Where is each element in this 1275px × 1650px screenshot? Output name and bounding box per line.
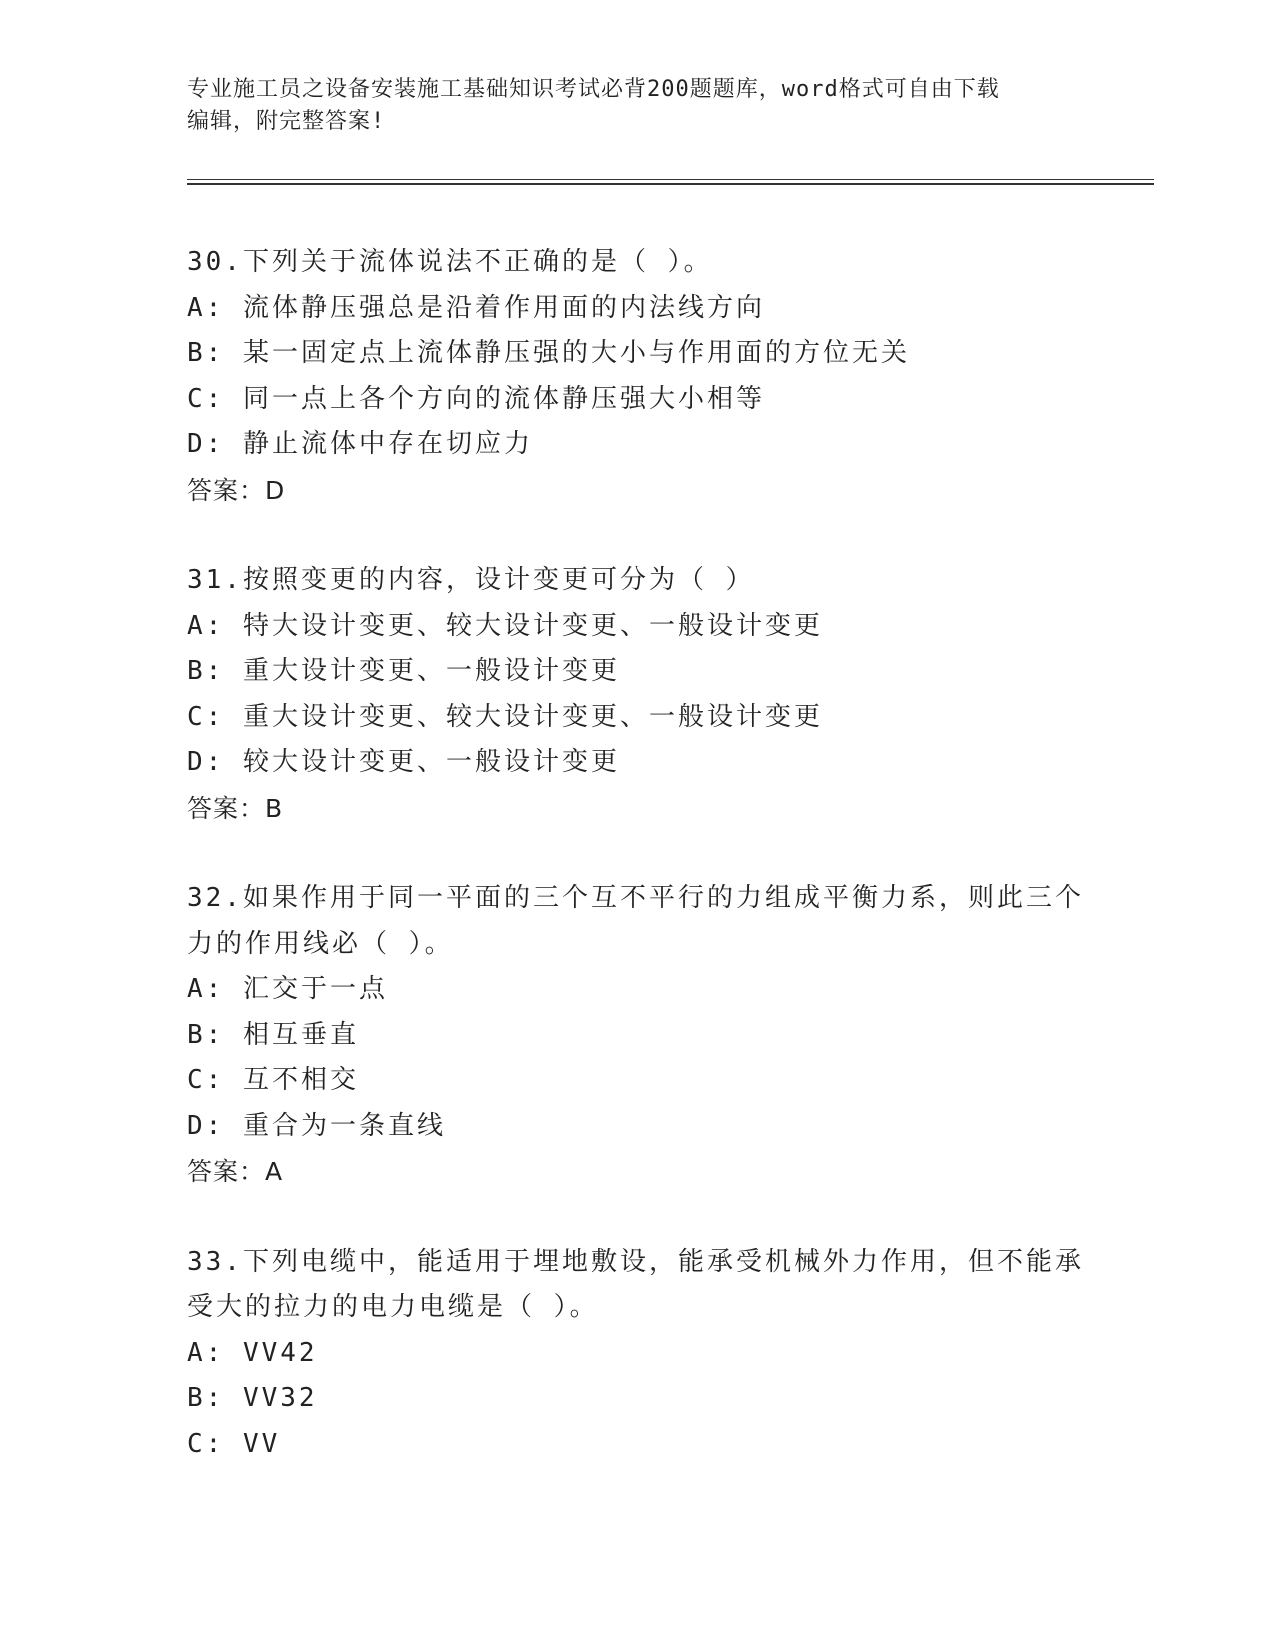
option-b: B: VV32 <box>187 1383 318 1413</box>
option-a: A: VV42 <box>187 1337 318 1368</box>
question-stem-line-2: 受大的拉力的电力电缆是（ ）。 <box>187 1292 599 1322</box>
question-stem-line-1: 32.如果作用于同一平面的三个互不平行的力组成平衡力系，则此三个 <box>187 883 1084 913</box>
option-c: C: 同一点上各个方向的流体静压强大小相等 <box>187 383 765 414</box>
option-c: C: 互不相交 <box>187 1065 359 1095</box>
option-d: D: 静止流体中存在切应力 <box>187 429 533 459</box>
question-31 <box>187 558 1087 831</box>
header-line-1: 专业施工员之设备安装施工基础知识考试必背200题题库，word格式可自由下载 <box>187 77 1000 102</box>
header-divider-thick <box>187 183 1154 185</box>
header-line-2: 编辑，附完整答案! <box>187 109 386 134</box>
question-32 <box>187 876 1087 1195</box>
option-a: A: 汇交于一点 <box>187 974 388 1004</box>
question-30 <box>187 240 1087 513</box>
answer-label: 答案：B <box>187 793 284 823</box>
document-header <box>187 74 1067 138</box>
question-stem: 30.下列关于流体说法不正确的是（ ）。 <box>187 247 713 277</box>
header-divider-thin <box>187 179 1154 180</box>
question-stem: 31.按照变更的内容，设计变更可分为（ ） <box>187 565 755 595</box>
option-b: B: 相互垂直 <box>187 1019 359 1050</box>
option-a: A: 特大设计变更、较大设计变更、一般设计变更 <box>187 610 823 641</box>
option-b: B: 某一固定点上流体静压强的大小与作用面的方位无关 <box>187 338 910 368</box>
option-c: C: VV <box>187 1428 281 1459</box>
question-list <box>187 240 1087 1512</box>
question-33 <box>187 1240 1087 1468</box>
option-d: D: 较大设计变更、一般设计变更 <box>187 747 620 777</box>
question-stem-line-1: 33.下列电缆中，能适用于埋地敷设，能承受机械外力作用，但不能承 <box>187 1246 1084 1277</box>
option-b: B: 重大设计变更、一般设计变更 <box>187 656 620 686</box>
question-stem-line-2: 力的作用线必（ ）。 <box>187 928 454 959</box>
answer-label: 答案：D <box>187 475 286 505</box>
option-c: C: 重大设计变更、较大设计变更、一般设计变更 <box>187 701 823 732</box>
answer-label: 答案：A <box>187 1157 284 1186</box>
option-d: D: 重合为一条直线 <box>187 1110 446 1141</box>
option-a: A: 流体静压强总是沿着作用面的内法线方向 <box>187 292 765 323</box>
